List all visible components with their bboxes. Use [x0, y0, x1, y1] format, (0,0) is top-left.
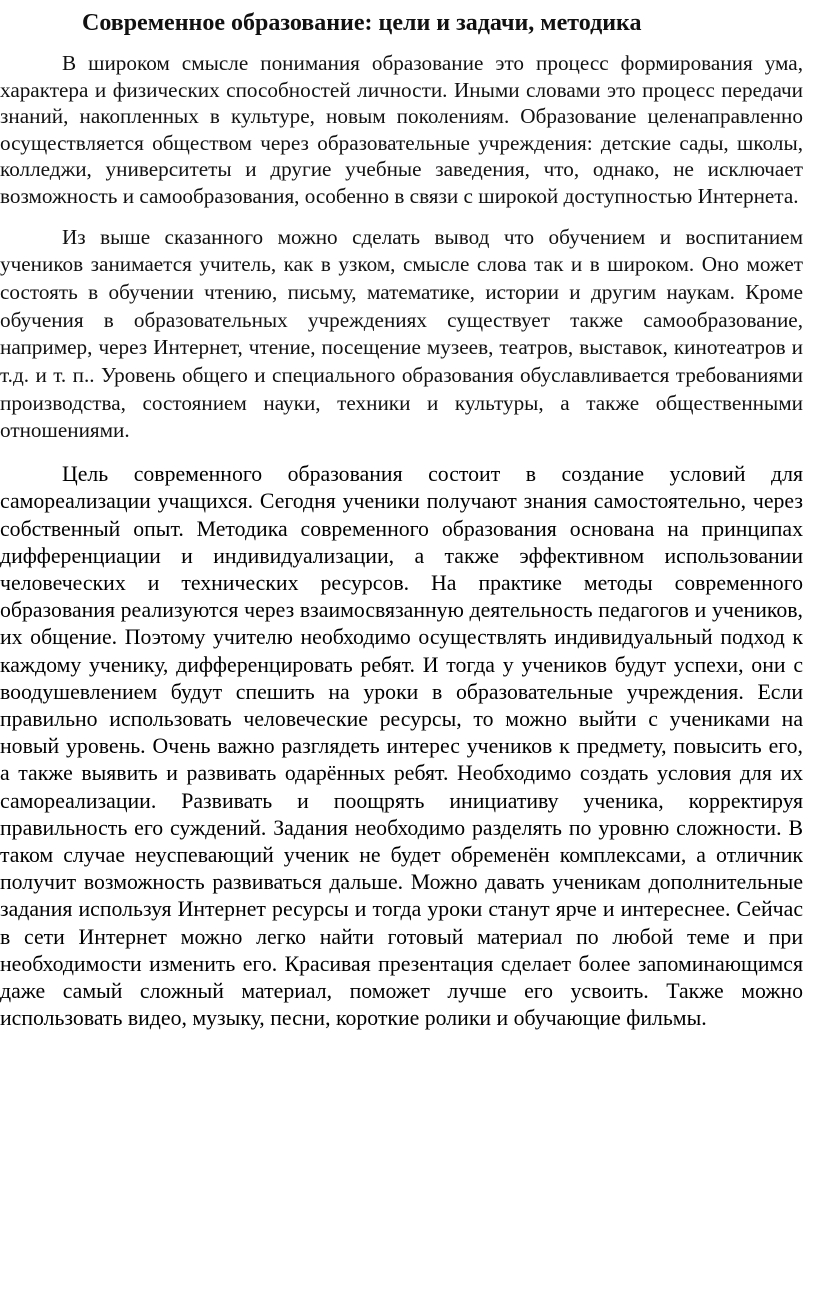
paragraph-goal-and-methods: Цель современного образования состоит в создание условий для самореализации учащихся. Сегодня ученики получают знания самостоятельно, через собственный опыт. Методика современного образования основана на принципах дифференциации и индивидуализации, а также эффективном использовании человеческих и технических ресурсов. На практике методы современного образования реализуются через взаимосвязанную деятельность педагогов и учеников, их общение. Поэтому учителю необходимо осуществлять индивидуальный подход к каждому ученику, дифференцировать ребят. И тогда у учеников будут успехи, они с воодушевлением будут спешить на уроки в образовательные учреждения. Если правильно использовать человеческие ресурсы, то можно выйти с учениками на новый уровень. Очень важно разглядеть интерес учеников к предмету, повысить его, а также выявить и развивать одарённых ребят. Необходимо создать условия для их самореализации. Развивать и поощрять инициативу ученика, корректируя правильность его суждений. Задания необходимо разделять по уровню сложности. В таком случае неуспевающий ученик не будет обременён комплексами, а отличник получит возможность развиваться дальше. Можно давать ученикам дополнительные задания используя Интернет ресурсы и тогда уроки станут ярче и интереснее. Сейчас в сети Интернет можно легко найти готовый материал по любой теме и при необходимости изменить его. Красивая презентация сделает более запоминающимся даже самый сложный материал, поможет лучше его усвоить. Также можно использовать видео, музыку, песни, короткие ролики и обучающие фильмы. — [0, 462, 803, 1031]
document-title: Современное образование: цели и задачи, методика — [82, 10, 642, 36]
paragraph-education-definition: В широком смысле понимания образование это процесс формирования ума, характера и физических способностей личности. Иными словами это процесс передачи знаний, накопленных в культуре, новым поколениям. Образование целенаправленно осуществляется обществом через образовательные учреждения: детские сады, школы, колледжи, университеты и другие учебные заведения, что, однако, не исключает возможность и самообразования, особенно в связи с широкой доступностью Интернета. — [0, 51, 803, 208]
paragraph-teacher-role: Из выше сказанного можно сделать вывод что обучением и воспитанием учеников занимается учитель, как в узком, смысле слова так и в широком. Оно может состоять в обучении чтению, письму, математике, истории и другим наукам. Кроме обучения в образовательных учреждениях существует также самообразование, например, через Интернет, чтение, посещение музеев, театров, выставок, кинотеатров и т.д. и т. п.. Уровень общего и специального образования обуславливается требованиями производства, состоянием науки, техники и культуры, а также общественными отношениями. — [0, 224, 803, 443]
